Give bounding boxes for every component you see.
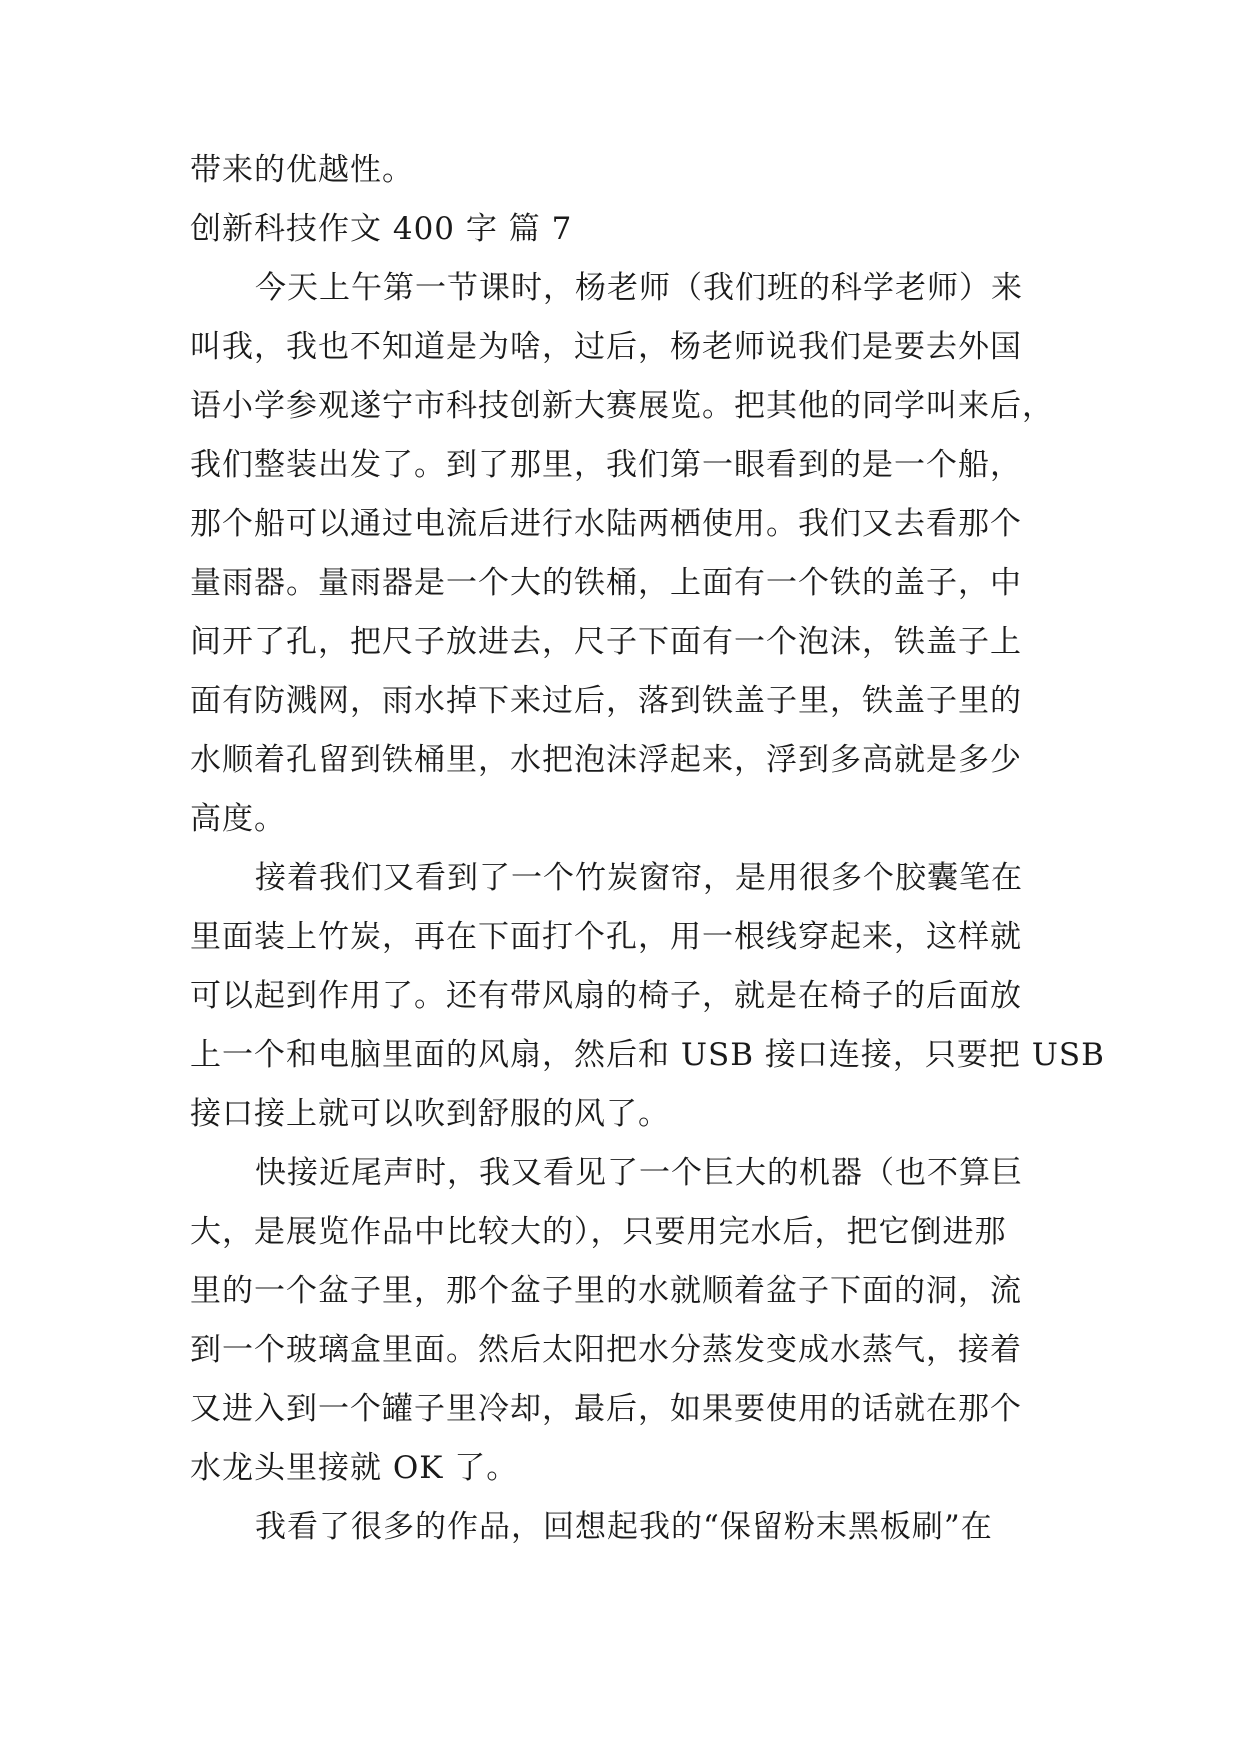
text-line: 接口接上就可以吹到舒服的风了。 (190, 1096, 670, 1132)
text-line: 接着我们又看到了一个竹炭窗帘，是用很多个胶囊笔在 (255, 860, 1023, 896)
text-line: 高度。 (190, 801, 286, 837)
text-line: 水顺着孔留到铁桶里，水把泡沫浮起来，浮到多高就是多少 (190, 742, 1022, 778)
text-line: 量雨器。量雨器是一个大的铁桶，上面有一个铁的盖子，中 (190, 565, 1022, 601)
text-line: 水龙头里接就 OK 了。 (190, 1450, 519, 1486)
text-line: 我看了很多的作品，回想起我的“保留粉末黑板刷”在 (255, 1509, 993, 1545)
text-line: 上一个和电脑里面的风扇，然后和 USB 接口连接，只要把 USB (190, 1037, 1105, 1073)
text-line: 里面装上竹炭，再在下面打个孔，用一根线穿起来，这样就 (190, 919, 1022, 955)
text-line: 可以起到作用了。还有带风扇的椅子，就是在椅子的后面放 (190, 978, 1022, 1014)
section-heading: 创新科技作文 400 字 篇 7 (190, 211, 573, 247)
text-line: 面有防溅网，雨水掉下来过后，落到铁盖子里，铁盖子里的 (190, 683, 1022, 719)
text-line: 我们整装出发了。到了那里，我们第一眼看到的是一个船， (190, 447, 1022, 483)
text-line: 大，是展览作品中比较大的），只要用完水后，把它倒进那 (190, 1214, 1007, 1250)
text-line: 又进入到一个罐子里冷却，最后，如果要使用的话就在那个 (190, 1391, 1022, 1427)
text-line: 到一个玻璃盒里面。然后太阳把水分蒸发变成水蒸气，接着 (190, 1332, 1022, 1368)
text-line: 间开了孔，把尺子放进去，尺子下面有一个泡沫，铁盖子上 (190, 624, 1022, 660)
text-line: 里的一个盆子里，那个盆子里的水就顺着盆子下面的洞，流 (190, 1273, 1022, 1309)
text-line: 叫我，我也不知道是为啥，过后，杨老师说我们是要去外国 (190, 329, 1022, 365)
text-line: 今天上午第一节课时，杨老师（我们班的科学老师）来 (255, 270, 1023, 306)
text-line: 带来的优越性。 (190, 152, 414, 188)
text-line: 那个船可以通过电流后进行水陆两栖使用。我们又去看那个 (190, 506, 1022, 542)
text-line: 语小学参观遂宁市科技创新大赛展览。把其他的同学叫来后， (190, 388, 1054, 424)
text-line: 快接近尾声时，我又看见了一个巨大的机器（也不算巨 (255, 1155, 1023, 1191)
